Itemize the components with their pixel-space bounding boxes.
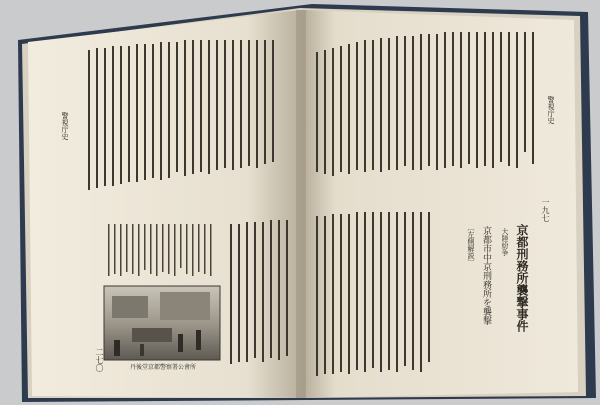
section-subheading: 京都市中京刑務所を襲撃 [481,226,491,325]
left-running-head: 警視庁史 [61,112,69,140]
right-running-head: 警視庁史 [547,96,555,124]
right-page-upper-text [312,32,552,182]
section-label: 大陸紛争 [501,228,509,256]
left-page-number: 二七〇 [95,348,104,372]
note-lead: 〔左側解説〕 [467,224,475,266]
photo-caption: 丹後堂京都警察署公會所 [129,364,196,371]
left-page-upper-text [84,40,284,200]
archival-photo [104,286,220,360]
left-page-lower-text [226,220,296,370]
right-page-lower-text [312,212,532,382]
left-page-notes [104,222,222,280]
right-page-number: 一九七 [541,198,550,222]
gutter-shadow [296,10,306,398]
chapter-heading: 京都刑務所襲撃事件 [515,224,529,332]
